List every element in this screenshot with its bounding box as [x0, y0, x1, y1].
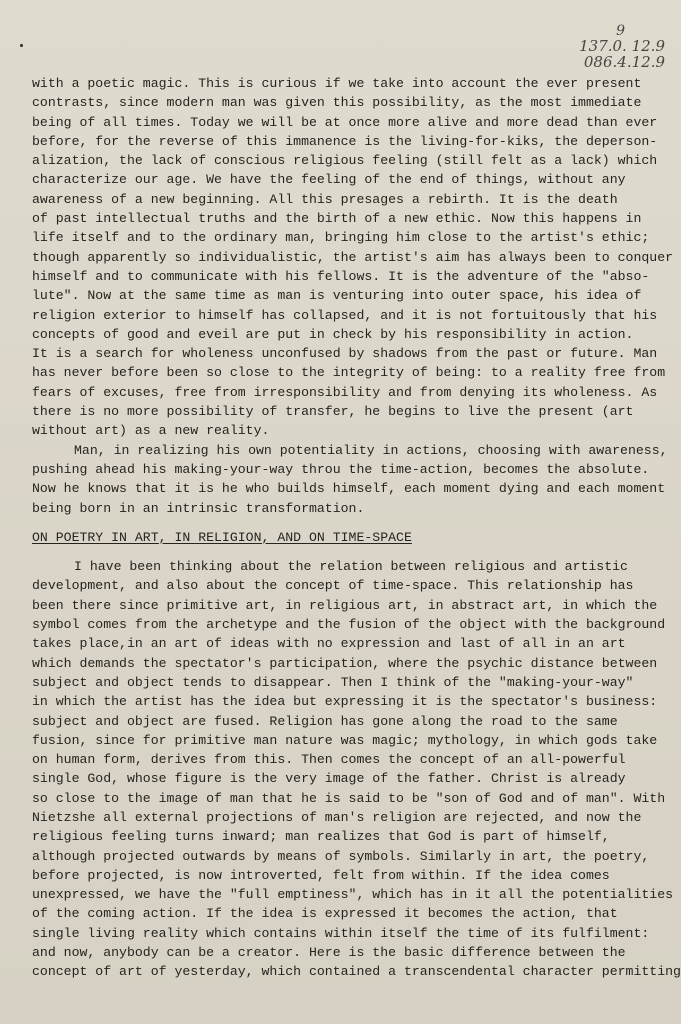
text-line: of past intellectual truths and the birth of a new ethic. Now this happens in [32, 211, 642, 227]
text-line: subject and object tends to disappear. Then I think of the "making-your-way" [32, 674, 634, 690]
text-line: concepts of good and eveil are put in check by his responsibility in action. [32, 326, 634, 342]
text-line: and now, anybody can be a creator. Here is the basic difference between the [32, 945, 626, 961]
text-line: in which the artist has the idea but expressing it is the spectator's business: [32, 694, 658, 710]
text-line: which demands the spectator's participation, where the psychic distance between [32, 655, 658, 671]
section-heading-line [32, 528, 677, 547]
text-line: before projected, is now introverted, felt from within. If the idea comes [32, 867, 610, 883]
text-line: lute". Now at the same time as man is venturing into outer space, his idea of [32, 288, 642, 304]
text-line: symbol comes from the archetype and the fusion of the object with the background [32, 617, 666, 633]
archive-reference-1: 137.0. 12.9 [579, 37, 665, 55]
text-line: of the coming action. If the idea is expressed it becomes the action, that [32, 906, 618, 922]
text-line: development, and also about the concept of time-space. This relationship has [32, 578, 634, 594]
text-line: contrasts, since modern man was given this possibility, as the most immediate [32, 95, 642, 111]
paragraph-2 [32, 441, 677, 518]
text-line: subject and object are fused. Religion has gone along the road to the same [32, 713, 618, 729]
text-line: alization, the lack of conscious religious feeling (still felt as a lack) which [32, 153, 658, 169]
text-line: being of all times. Today we will be at once more alive and more dead than ever [32, 114, 658, 130]
text-line: religion exterior to himself has collapsed, and it is not fortuitously that his [32, 307, 658, 323]
text-line: It is a search for wholeness unconfused by shadows from the past or future. Man [32, 346, 658, 362]
text-line: pushing ahead his making-your-way throu the time-action, becomes the absolute. [32, 461, 650, 477]
spacer [32, 518, 677, 528]
paragraph-1 [32, 74, 677, 441]
text-line: Man, in realizing his own potentiality in actions, choosing with awareness, [74, 442, 668, 458]
typed-text [32, 74, 681, 982]
text-line: unexpressed, we have the "full emptiness", which has in it all the potentialities [32, 887, 674, 903]
archive-annotation [565, 24, 665, 70]
text-line: has never before been so close to the integrity of being: to a reality free from [32, 365, 666, 381]
text-line: I have been thinking about the relation between religious and artistic [74, 559, 628, 575]
sheet-number: 9 [616, 23, 625, 39]
text-line: although projected outwards by means of symbols. Similarly in art, the poetry, [32, 848, 650, 864]
text-line: been there since primitive art, in religious art, in abstract art, in which the [32, 597, 658, 613]
text-line: with a poetic magic. This is curious if we take into account the ever present [32, 76, 642, 91]
text-line: fears of excuses, free from irresponsibility and from denying its wholeness. As [32, 384, 658, 400]
text-line: fusion, since for primitive man nature was magic; mythology, in which gods take [32, 732, 658, 748]
archive-reference-2: 086.4.12.9 [583, 53, 665, 71]
section-heading: ON POETRY IN ART, IN RELIGION, AND ON TIME-SPACE [32, 529, 412, 545]
text-line: before, for the reverse of this immanence is the living-for-kiks, the deperson- [32, 133, 658, 149]
text-line: being born in an intrinsic transformation. [32, 500, 365, 516]
text-line: single God, whose figure is the very image of the father. Christ is already [32, 771, 626, 787]
text-line: on human form, derives from this. Then comes the concept of an all-powerful [32, 752, 626, 768]
text-line: single living reality which contains within itself the time of its fulfilment: [32, 925, 650, 941]
ink-speck [20, 44, 23, 47]
text-line: concept of art of yesterday, which contained a transcendental character permitting [32, 964, 681, 980]
text-line: there is no more possibility of transfer, he begins to live the present (art [32, 404, 634, 420]
text-line: without art) as a new reality. [32, 423, 270, 439]
text-line: himself and to communicate with his fellows. It is the adventure of the "abso- [32, 268, 650, 284]
spacer [32, 547, 677, 557]
text-line: awareness of a new beginning. All this presages a rebirth. It is the death [32, 191, 618, 207]
text-line: though apparently so individualistic, the artist's aim has always been to conquer [32, 249, 674, 265]
text-line: so close to the image of man that he is said to be "son of God and of man". With [32, 790, 666, 806]
paragraph-3 [32, 557, 681, 982]
text-line: characterize our age. We have the feeling of the end of things, without any [32, 172, 626, 188]
text-line: takes place,in an art of ideas with no expression and last of all in an art [32, 636, 626, 652]
text-line: religious feeling turns inward; man realizes that God is part of himself, [32, 829, 610, 845]
text-line: life itself and to the ordinary man, bringing him close to the artist's ethic; [32, 230, 650, 246]
text-line: Now he knows that it is he who builds himself, each moment dying and each moment [32, 481, 666, 497]
text-line: Nietzshe all external projections of man's religion are rejected, and now the [32, 809, 642, 825]
